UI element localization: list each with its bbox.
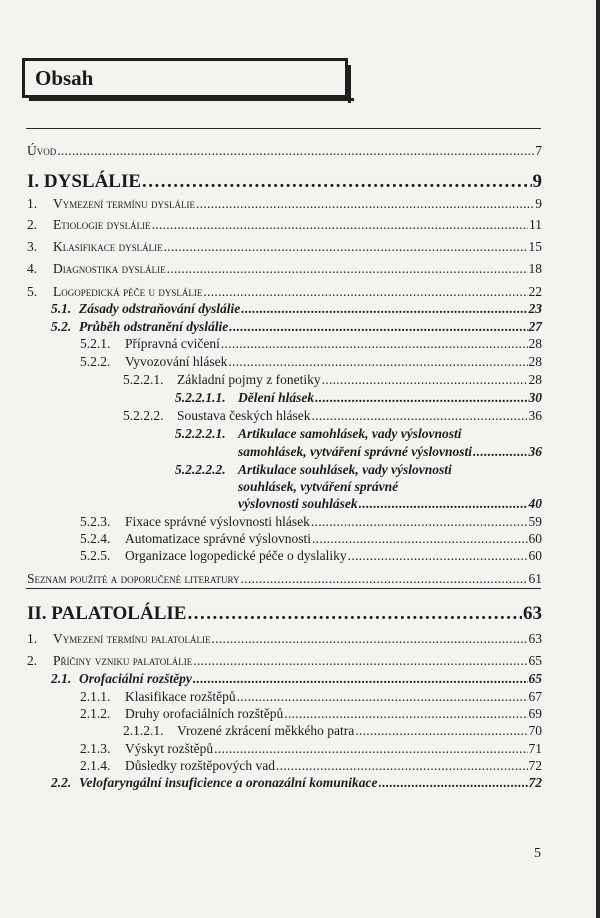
- toc-entry[interactable]: 2.1.3. Výskyt rozštěpů ..... 71: [80, 740, 542, 758]
- toc-entry[interactable]: 5. Logopedická péče u dyslálie ..... 22: [27, 283, 542, 301]
- toc-entry[interactable]: 2.1.1. Klasifikace rozštěpů ..... 67: [80, 688, 542, 706]
- toc-entry[interactable]: 3. Klasifikace dyslálie ..... 15: [27, 238, 542, 256]
- toc-entry-continuation: souhlásek, vytváření správné: [238, 479, 399, 494]
- toc-entry-multiline[interactable]: 5.2.2.2.1. Artikulace samohlásek, vady výslovnosti: [175, 426, 462, 441]
- top-divider: [26, 128, 541, 129]
- toc-entry[interactable]: 5.2.2.1.1. Dělení hlásek ..... 30: [175, 389, 542, 407]
- toc-entry[interactable]: 2.2. Velofaryngální insuficience a oronazální komunikace ..... 72: [51, 774, 542, 792]
- toc-entry-continuation[interactable]: samohlásek, vytváření správné výslovnosti ..... 36: [238, 443, 542, 461]
- toc-entry[interactable]: 2.1.2.1. Vrozené zkrácení měkkého patra ..... 70: [123, 722, 542, 740]
- toc-entry[interactable]: 5.2.3. Fixace správné výslovnosti hlásek ..... 59: [80, 513, 542, 531]
- toc-entry[interactable]: 2. Příčiny vzniku palatolálie ..... 65: [27, 652, 542, 670]
- toc-entry[interactable]: 5.2. Průběh odstranění dyslálie ..... 27: [51, 318, 542, 336]
- toc-entry-continuation[interactable]: výslovnosti souhlásek ..... 40: [238, 495, 542, 513]
- page-edge-shadow: [596, 0, 600, 918]
- toc-part-2[interactable]: II. PALATOLÁLIE ..... 63: [27, 603, 542, 625]
- contents-title-box: [22, 58, 348, 98]
- toc-entry[interactable]: 5.2.2.2. Soustava českých hlásek ..... 36: [123, 407, 542, 425]
- page-title: Obsah: [35, 66, 94, 90]
- toc-entry[interactable]: 1. Vymezení termínu dyslálie ..... 9: [27, 195, 542, 213]
- toc-entry-multiline[interactable]: 5.2.2.2.2. Artikulace souhlásek, vady výslovnosti: [175, 462, 452, 477]
- toc-entry[interactable]: 5.2.5. Organizace logopedické péče o dyslaliky ..... 60: [80, 547, 542, 565]
- toc-entry[interactable]: 2.1. Orofaciální rozštěpy ..... 65: [51, 670, 542, 688]
- toc-entry[interactable]: 2.1.4. Důsledky rozštěpových vad ..... 72: [80, 757, 542, 775]
- toc-entry[interactable]: 4. Diagnostika dyslálie ..... 18: [27, 260, 542, 278]
- page-number: 5: [534, 846, 541, 861]
- toc-entry[interactable]: 5.2.1. Přípravná cvičení ..... 28: [80, 335, 542, 353]
- toc-entry[interactable]: 5.1. Zásady odstraňování dyslálie ..... 23: [51, 300, 542, 318]
- toc-entry[interactable]: 2. Etiologie dyslálie ..... 11: [27, 216, 542, 234]
- toc-entry[interactable]: 1. Vymezení termínu palatolálie ..... 63: [27, 630, 542, 648]
- section-divider: [26, 588, 541, 589]
- toc-part-1[interactable]: I. DYSLÁLIE ..... 9: [27, 171, 542, 193]
- toc-entry[interactable]: 2.1.2. Druhy orofaciálních rozštěpů ..... 69: [80, 705, 542, 723]
- toc-entry[interactable]: 5.2.2. Vyvozování hlásek ..... 28: [80, 353, 542, 371]
- toc-entry-uvod[interactable]: Úvod ..... 7: [27, 142, 542, 160]
- toc-entry[interactable]: 5.2.2.1. Základní pojmy z fonetiky ..... 28: [123, 371, 542, 389]
- toc-entry[interactable]: 5.2.4. Automatizace správné výslovnosti ..... 60: [80, 530, 542, 548]
- toc-entry-literature[interactable]: Seznam použité a doporučené literatury ..... 61: [27, 570, 542, 588]
